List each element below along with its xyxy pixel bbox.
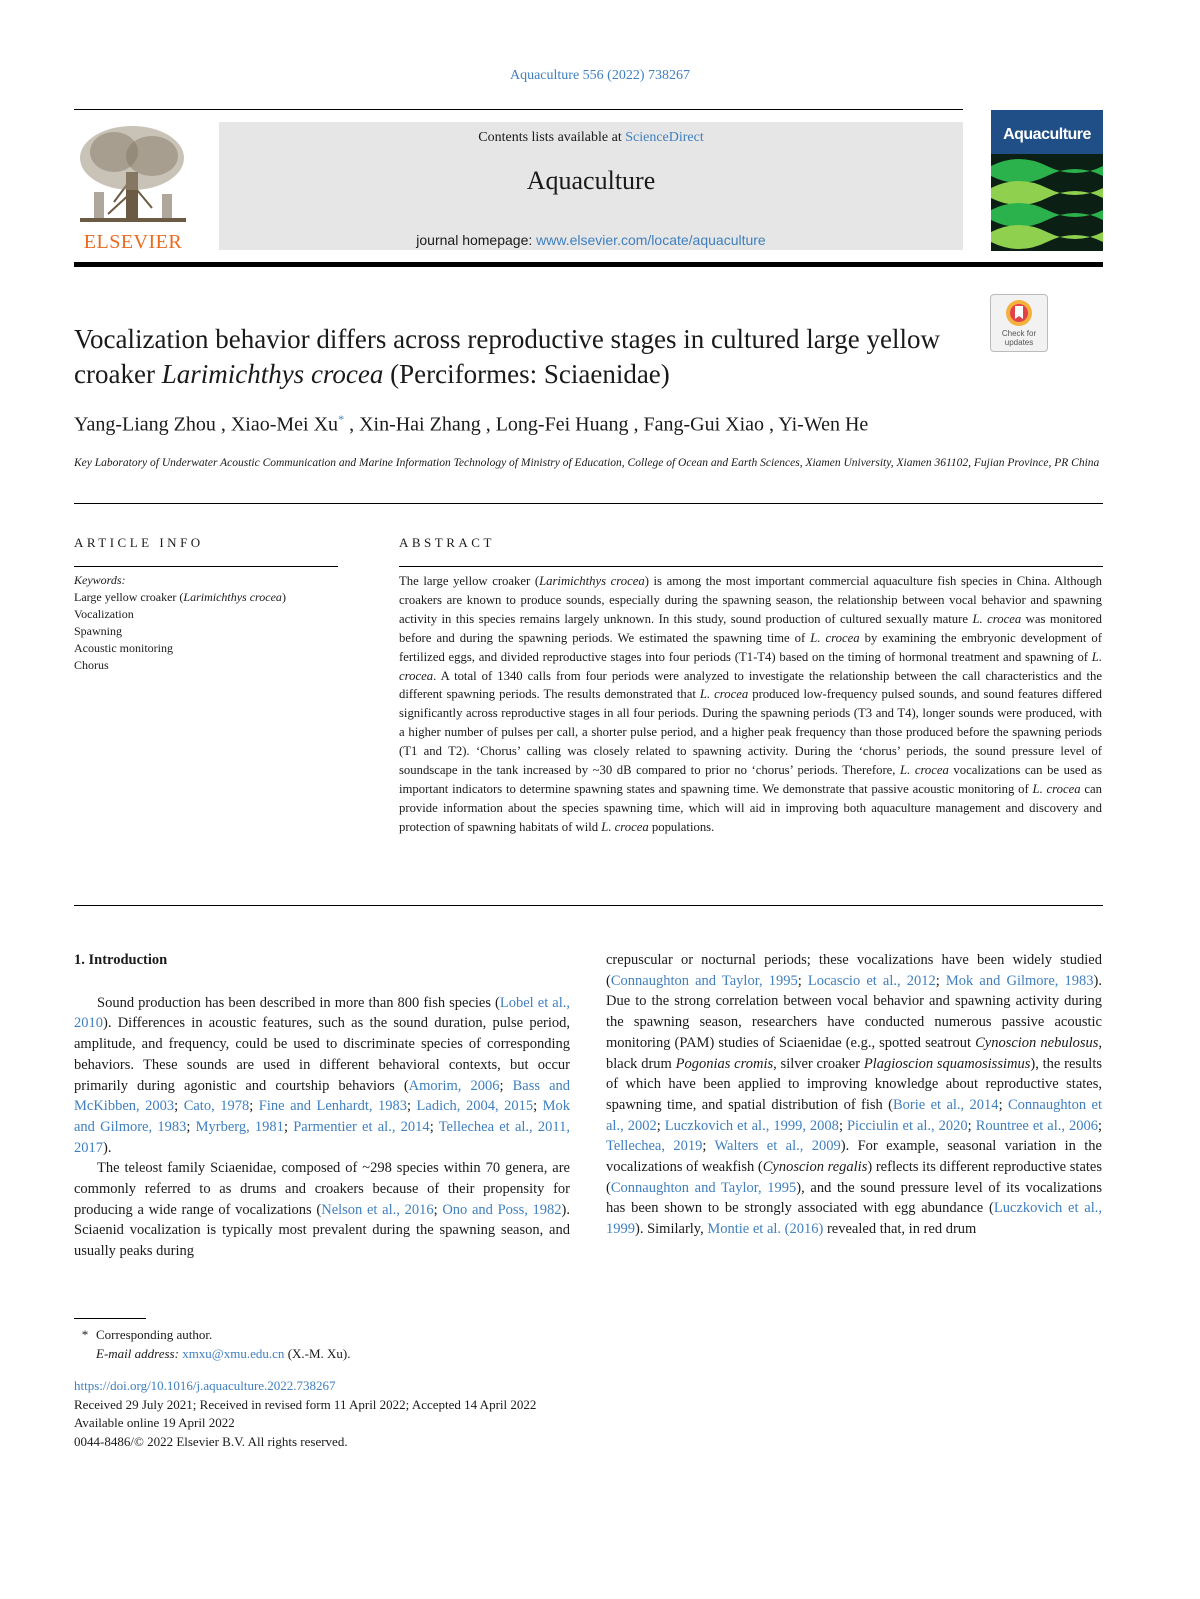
text: ; [935, 972, 946, 989]
author-name[interactable]: Yang-Liang Zhou [74, 413, 216, 436]
keyword-text: ) [281, 590, 286, 604]
citation-link[interactable]: Luczkovich et al., 1999, 2008 [664, 1117, 839, 1134]
footnote-text: Corresponding author. [96, 1327, 213, 1342]
online-date: Available online 19 April 2022 [74, 1415, 235, 1430]
text: ; [838, 1117, 847, 1134]
citation-link[interactable]: Nelson et al., 2016 [321, 1201, 434, 1218]
journal-name: Aquaculture [526, 166, 656, 195]
check-for-updates-badge[interactable] [990, 294, 1048, 352]
paragraph [74, 1158, 570, 1262]
text: ; [429, 1118, 439, 1135]
abstract-seg: can provide information about the species spawning time, which will aid in improving both aquaculture management and discovery and protection of spawning habitats of wild [399, 781, 1102, 834]
abstract-species: L. crocea [399, 649, 1102, 683]
text: ; [1098, 1117, 1103, 1134]
abstract-seg: populations. [648, 819, 715, 834]
keyword-item: Chorus [74, 658, 109, 672]
species-name: Cynoscion regalis [762, 1159, 868, 1176]
author-name[interactable]: Fang-Gui Xiao [643, 413, 765, 436]
keyword-species: Larimichthys crocea [183, 590, 282, 604]
sciencedirect-link[interactable]: ScienceDirect [625, 130, 704, 145]
citation-link[interactable]: Rountree et al., 2006 [975, 1117, 1098, 1134]
footnote-rule [74, 1318, 146, 1319]
text: ; [656, 1117, 665, 1134]
abstract-species: L. crocea [972, 611, 1022, 626]
citation-link[interactable]: Cato, 1978 [183, 1098, 250, 1115]
author-name[interactable]: Xin-Hai Zhang [359, 413, 481, 436]
keyword-item: Spawning [74, 624, 122, 638]
keywords-block [74, 572, 344, 674]
citation-link[interactable]: Ono and Poss, 1982 [442, 1201, 562, 1218]
text: crepuscular or nocturnal periods; these vocalizations have been widely studied ( [606, 952, 1102, 989]
contents-prefix: Contents lists available at [478, 130, 626, 145]
footnote-mark: * [81, 1327, 89, 1342]
text: ) reflects its different reproductive states ( [606, 1159, 1102, 1196]
corresponding-author-mark[interactable]: * [338, 412, 345, 426]
keyword-item [74, 589, 344, 606]
abstract-heading: ABSTRACT [399, 535, 495, 550]
abstract-species: Larimichthys crocea [539, 574, 645, 588]
text: ; [186, 1118, 196, 1135]
footnote [74, 1325, 574, 1363]
header-bottom-rule [74, 262, 1103, 267]
text: ; [283, 1118, 294, 1135]
title-text-end: (Perciformes: Sciaenidae) [383, 359, 670, 389]
check-for-updates-label: Check for updates [1001, 329, 1037, 347]
journal-cover[interactable] [991, 110, 1103, 251]
journal-citation[interactable]: Aquaculture 556 (2022) 738267 [509, 68, 691, 83]
author-list: Yang-Liang Zhou , Xiao-Mei Xu* , Xin-Hai Zhang , Long-Fei Huang , Fang-Gui Xiao , Yi-Wen He [74, 412, 869, 436]
email-line [74, 1344, 574, 1363]
elsevier-tree-icon [74, 122, 192, 226]
citation-link[interactable]: Mok and Gilmore, 1983 [945, 972, 1094, 989]
text: , silver croaker [773, 1055, 864, 1072]
abstract-species: L. crocea [699, 687, 749, 702]
citation-link[interactable]: Amorim, 2006 [408, 1077, 500, 1094]
text: ). Sciaenid vocalization is typically most prevalent during the spawning season, and usually peaks during [74, 1201, 571, 1260]
citation-link[interactable]: Parmentier et al., 2014 [293, 1118, 430, 1135]
keyword-item: Vocalization [74, 607, 134, 621]
text: ). For example, seasonal variation in the vocalizations of weakfish ( [606, 1138, 1102, 1176]
text: The teleost family Sciaenidae, composed of ~298 species within 70 genera, are commonly referred to as drums and croakers because of their propensity for producing a wide range of vocalizations ( [74, 1160, 570, 1218]
abstract-seg: produced low-frequency pulsed sounds, and sound features differed significantly across reproductive stages in all four periods. During the spawning periods (T3 and T4), longer sounds were produced, with a higher number of pulses per call, a shorter pulse period, and a higher peak frequency than those produced before the spawning periods (T1 and T2). ‘Chorus’ calling was closely related to spawning activity. During the ‘chorus’ periods, the sound pressure level of soundscape in the tank increased by ~30 dB compared to prior no ‘chorus’ periods. Therefore, [399, 687, 1102, 778]
abstract-species: L. crocea [900, 763, 949, 778]
text: ). Similarly, [635, 1221, 708, 1238]
abstract-seg: The large yellow croaker ( [399, 574, 540, 588]
citation-link[interactable]: Tellechea, 2019 [606, 1138, 703, 1155]
abstract-seg: . A total of 1340 calls from four periods were analyzed to investigate the relationship between the call characteristics and the different spawning periods. The results demonstrated that [399, 668, 1102, 702]
citation-link[interactable]: Connaughton and Taylor, 1995 [610, 1179, 797, 1196]
title-text: Vocalization behavior differs across reproductive stages in cultured large yellow croaker [74, 324, 940, 389]
elsevier-wordmark: ELSEVIER [83, 231, 183, 253]
text: ), and the sound pressure level of its vocalizations has been shown to be strongly associated with egg abundance ( [606, 1179, 1102, 1217]
homepage-link[interactable]: www.elsevier.com/locate/aquaculture [536, 232, 766, 248]
citation-link[interactable]: Montie et al. (2016) [707, 1221, 824, 1238]
keywords-label: Keywords: [74, 573, 126, 587]
text: ; [249, 1098, 259, 1115]
text: ; [998, 1096, 1008, 1113]
corresponding-author-note [74, 1325, 574, 1344]
affiliation-rule [74, 503, 1103, 504]
text: ; [702, 1138, 715, 1155]
abstract-bottom-rule [74, 905, 1103, 906]
abstract-species: L. crocea [601, 819, 649, 834]
citation-link[interactable]: Bass and McKibben, 2003 [74, 1077, 571, 1115]
species-name: Cynoscion nebulosus [975, 1034, 1099, 1051]
abstract-seg: by examining the embryonic development of fertilized eggs, and divided reproductive stages into four periods (T1-T4) based on the timing of hormonal treatment and spawning of [399, 630, 1102, 664]
citation-link[interactable]: Borie et al., 2014 [893, 1096, 999, 1113]
citation-link[interactable]: Walters et al., 2009 [714, 1138, 841, 1155]
abstract-seg: vocalizations can be used as important indicators to determine spawning states and spawning time. We demonstrate that passive acoustic monitoring of [399, 763, 1102, 796]
citation-link[interactable]: Fine and Lenhardt, 1983 [258, 1098, 407, 1115]
abstract-species: L. crocea [1032, 781, 1081, 796]
copyright: 0044-8486/© 2022 Elsevier B.V. All rights reserved. [74, 1433, 348, 1449]
elsevier-logo [74, 122, 192, 254]
text: ; [407, 1098, 417, 1115]
citation-link[interactable]: Lobel et al., 2010 [74, 994, 570, 1032]
article-info-heading: ARTICLE INFO [74, 535, 204, 550]
journal-masthead [219, 122, 963, 250]
keyword-item: Acoustic monitoring [74, 641, 173, 655]
citation-link[interactable]: Connaughton et al., 2002 [606, 1096, 1102, 1134]
body-column-left [74, 950, 570, 1262]
section-heading-introduction: 1. Introduction [74, 952, 168, 968]
species-name: Plagioscion squamosissimus [863, 1055, 1031, 1072]
citation-link[interactable]: Tellechea et al., 2011, 2017 [74, 1118, 570, 1156]
citation-link[interactable]: Ladich, 2004, 2015 [416, 1098, 534, 1115]
header-top-rule [74, 109, 963, 110]
text: ). Due to the strong correlation between vocal behavior and spawning activity during the spawning season, researchers have conducted numerous passive acoustic monitoring (PAM) studies of Sciaenidae (e.g., spotted seatrout [606, 972, 1103, 1051]
text: ). [103, 1139, 112, 1156]
article-info-rule [74, 566, 338, 567]
cover-wave-pattern-icon [991, 154, 1103, 251]
paragraph [606, 950, 1102, 1240]
journal-homepage [219, 232, 963, 248]
abstract-rule [399, 566, 1103, 567]
citation-link[interactable]: Connaughton and Taylor, 1995 [610, 972, 798, 989]
author-name[interactable]: Xiao-Mei Xu [230, 413, 339, 436]
text: ; [174, 1098, 184, 1115]
author-name[interactable]: Yi-Wen He [778, 413, 869, 436]
title-species: Larimichthys crocea [161, 359, 384, 389]
citation-link[interactable]: Mok and Gilmore, 1983 [74, 1098, 571, 1135]
email-suffix: (X.-M. Xu). [284, 1346, 351, 1361]
article-title [74, 322, 974, 392]
text: ; [499, 1077, 513, 1094]
citation-link[interactable]: Locascio et al., 2012 [807, 972, 936, 989]
abstract-seg: ) is among the most important commercial aquaculture fish species in China. Although croakers are known to produce sounds, especially during the spawning season, the relationship between vocal behavior and spawning activity in this species remains largely unknown. In this study, sound production of cultured sexually mature [399, 574, 1103, 626]
homepage-prefix: journal homepage: [416, 232, 537, 248]
email-link[interactable]: xmxu@xmu.edu.cn [182, 1346, 285, 1361]
abstract-seg: was monitored before and during the spawning periods. We estimated the spawning time of [399, 611, 1103, 645]
email-label: E-mail address: [96, 1346, 183, 1361]
text: ). Differences in acoustic features, such as the sound duration, pulse period, amplitude, and frequency, could be used to discriminate species of corresponding behaviors. These sounds are used in different behavioral contexts, but occur primarily during agonistic and courtship behaviors ( [74, 1015, 570, 1094]
text: ; [967, 1117, 976, 1134]
doi-link[interactable]: https://doi.org/10.1016/j.aquaculture.2022.738267 [74, 1378, 336, 1393]
citation-link[interactable]: Picciulin et al., 2020 [846, 1117, 968, 1134]
cover-title: Aquaculture [1003, 126, 1091, 143]
text: Sound production has been described in more than 800 fish species ( [97, 994, 500, 1011]
affiliation: Key Laboratory of Underwater Acoustic Communication and Marine Information Technology of Ministry of Education, College of Ocean and Earth Sciences, Xiamen University, Xiamen 361102, Fujian Province, PR China [74, 457, 1100, 469]
text: ; [797, 972, 808, 989]
contents-line [219, 130, 963, 146]
abstract-text [399, 572, 1102, 837]
citation-link[interactable]: Luczkovich et al., 1999 [606, 1200, 1102, 1238]
abstract-species: L. crocea [810, 630, 860, 645]
citation-link[interactable]: Myrberg, 1981 [195, 1118, 284, 1135]
bookmark-ribbon-icon [1005, 299, 1033, 327]
author-name[interactable]: Long-Fei Huang [495, 413, 629, 436]
paragraph [74, 993, 570, 1159]
body-column-right [606, 950, 1102, 1240]
text: ; [533, 1098, 543, 1115]
text: ), the results of which have been applied to improving knowledge about reproductive states, spawning time, and spatial distribution of fish ( [606, 1055, 1102, 1113]
text: revealed that, in red drum [823, 1221, 977, 1238]
received-dates: Received 29 July 2021; Received in revised form 11 April 2022; Accepted 14 April 2022 [74, 1396, 537, 1412]
keyword-text: Large yellow croaker ( [74, 590, 184, 604]
text: , black drum [606, 1034, 1103, 1072]
species-name: Pogonias cromis [675, 1055, 774, 1072]
text: ; [433, 1201, 443, 1218]
article-meta [74, 1377, 774, 1451]
